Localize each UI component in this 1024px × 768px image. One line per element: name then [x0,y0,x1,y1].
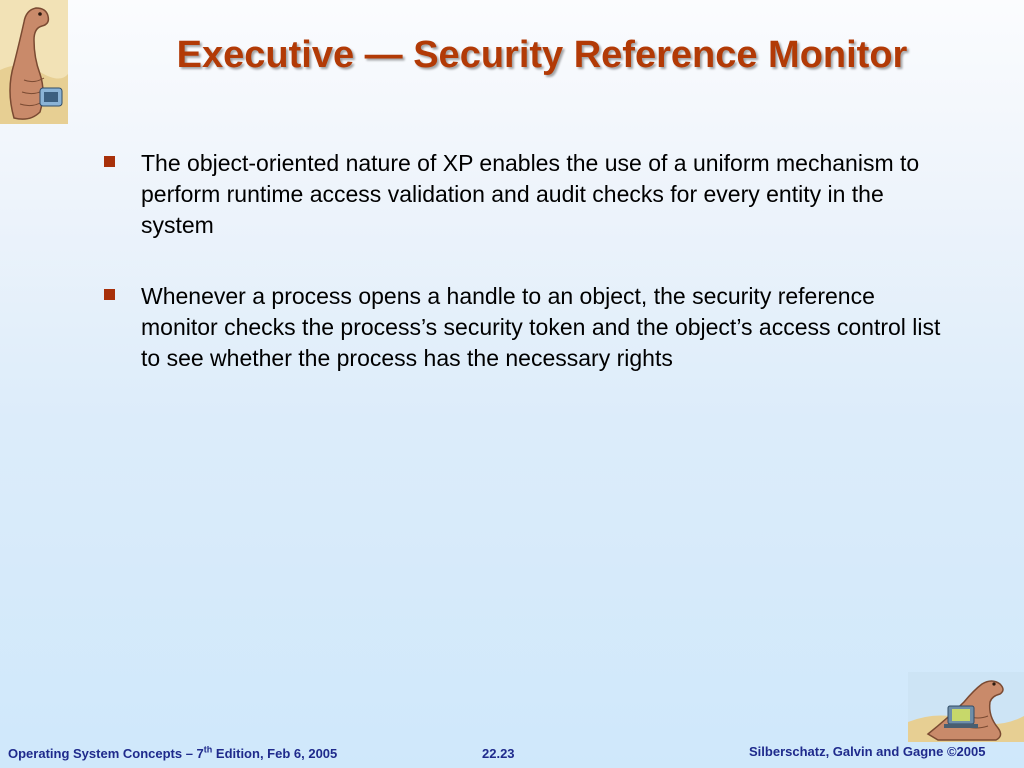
square-bullet-icon [104,289,115,300]
bullet-list [102,148,942,414]
footer-book-prefix: Operating System Concepts – 7 [8,746,204,761]
bullet-text: Whenever a process opens a handle to an object, the security reference monitor checks the process’s security token and the object’s access control list to see whether the process has the necessary rights [141,283,941,371]
slide-title: Executive — Security Reference Monitor [176,34,908,76]
bullet-item [102,148,942,241]
square-bullet-icon [104,156,115,167]
footer-page-number: 22.23 [482,746,515,761]
bullet-item [102,281,942,374]
footer-book-superscript: th [203,744,213,755]
bullet-text: The object-oriented nature of XP enables the use of a uniform mechanism to perform runtime access validation and audit checks for every entity in the system [141,150,920,238]
dinosaur-illustration-top-left [0,0,68,124]
dinosaur-illustration-bottom-right [908,672,1024,742]
footer-book-title [8,746,337,761]
footer-book-suffix: Edition, Feb 6, 2005 [212,746,338,761]
footer-copyright: Silberschatz, Galvin and Gagne ©2005 [749,744,986,759]
